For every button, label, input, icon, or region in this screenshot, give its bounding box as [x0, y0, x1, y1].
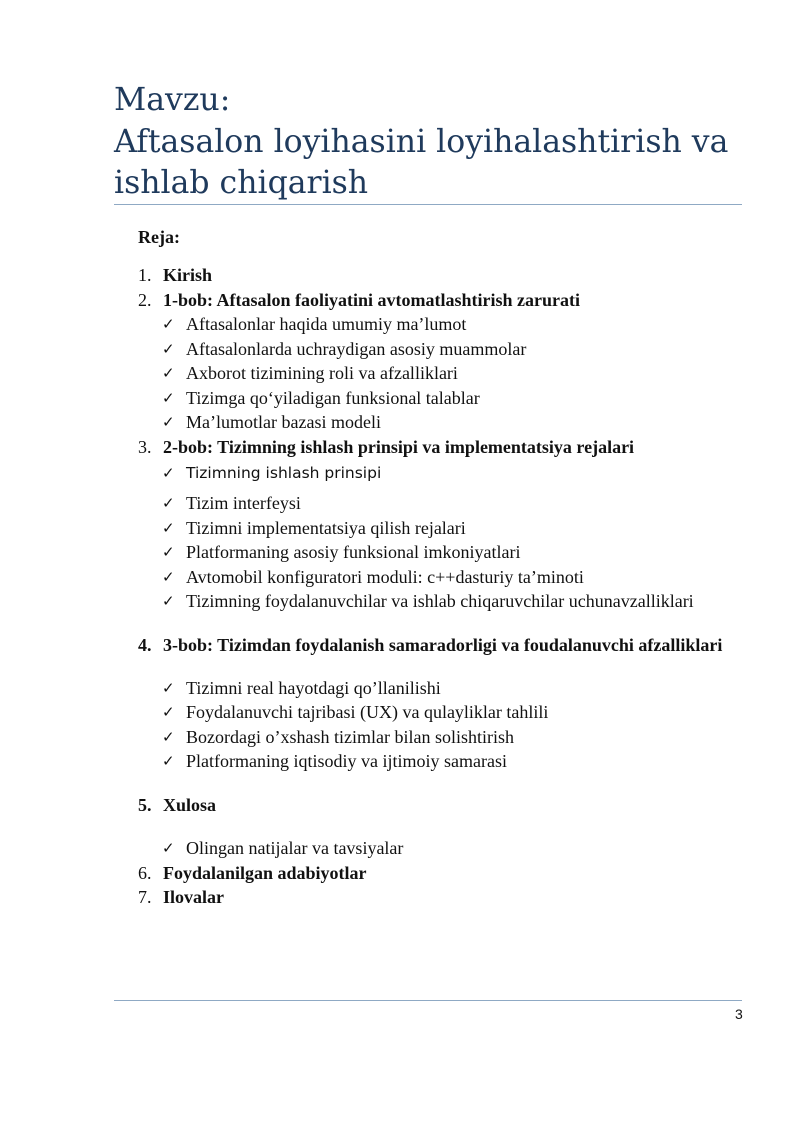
section-6-number: 6. — [138, 863, 152, 883]
section-1-title: Kirish — [163, 265, 213, 285]
footer-divider — [114, 1000, 742, 1001]
section-3-title: 2-bob: Tizimning ishlash prinsipi va implementatsiya rejalari — [163, 437, 635, 457]
check-icon: ✓ — [162, 592, 175, 610]
section-4-title: 3-bob: Tizimdan foydalanish samaradorligi va foudalanuvchi afzalliklari — [163, 635, 723, 655]
section-4-item-2: Foydalanuvchi tajribasi (UX) va qulayliklar tahlili — [186, 702, 549, 722]
check-icon: ✓ — [162, 839, 175, 857]
check-icon: ✓ — [162, 703, 175, 721]
section-2-item-1: Aftasalonlar haqida umumiy ma’lumot — [186, 314, 467, 334]
document-title — [114, 80, 754, 205]
section-2-item-4: Tizimga qo‘yiladigan funksional talablar — [186, 388, 480, 408]
section-2-title: 1-bob: Aftasalon faoliyatini avtomatlashtirish zarurati — [163, 290, 580, 310]
section-5-number: 5. — [138, 795, 152, 815]
check-icon: ✓ — [162, 340, 175, 358]
check-icon: ✓ — [162, 543, 175, 561]
check-icon: ✓ — [162, 679, 175, 697]
section-5-item-1: Olingan natijalar va tavsiyalar — [186, 838, 404, 858]
title-divider — [114, 204, 742, 205]
section-1-number: 1. — [138, 265, 152, 285]
check-icon: ✓ — [162, 494, 175, 512]
section-4-item-1: Tizimni real hayotdagi qo’llanilishi — [186, 678, 441, 698]
section-2-item-2: Aftasalonlarda uchraydigan asosiy muammolar — [186, 339, 527, 359]
check-icon: ✓ — [162, 464, 175, 482]
section-2-item-5: Ma’lumotlar bazasi modeli — [186, 412, 381, 432]
check-icon: ✓ — [162, 519, 175, 537]
section-3-item-3: Tizimni implementatsiya qilish rejalari — [186, 518, 466, 538]
section-4-item-4: Platformaning iqtisodiy va ijtimoiy samarasi — [186, 751, 507, 771]
check-icon: ✓ — [162, 413, 175, 431]
page-number: 3 — [735, 1006, 743, 1022]
section-4-item-3: Bozordagi o’xshash tizimlar bilan solishtirish — [186, 727, 514, 747]
check-icon: ✓ — [162, 728, 175, 746]
title-line-2: Aftasalon loyihasini loyihalashtirish va — [114, 123, 729, 160]
section-3-item-6: Tizimning foydalanuvchilar va ishlab chiqaruvchilar uchunavzalliklari — [186, 591, 694, 611]
section-4-number: 4. — [138, 635, 152, 655]
section-3-item-1: Tizimning ishlash prinsipi — [186, 464, 382, 482]
section-3-item-2: Tizim interfeysi — [186, 493, 301, 513]
section-3-number: 3. — [138, 437, 152, 457]
section-5-title: Xulosa — [163, 795, 217, 815]
plan-label: Reja: — [138, 227, 180, 247]
check-icon: ✓ — [162, 364, 175, 382]
title-line-3: ishlab chiqarish — [114, 165, 369, 201]
title-line-1: Mavzu: — [114, 82, 231, 118]
check-icon: ✓ — [162, 389, 175, 407]
section-2-item-3: Axborot tizimining roli va afzalliklari — [186, 363, 458, 383]
check-icon: ✓ — [162, 315, 175, 333]
section-2-number: 2. — [138, 290, 152, 310]
check-icon: ✓ — [162, 752, 175, 770]
section-3-item-5: Avtomobil konfiguratori moduli: c++dasturiy ta’minoti — [186, 567, 584, 587]
section-7-number: 7. — [138, 887, 152, 907]
section-7-title: Ilovalar — [163, 887, 224, 907]
section-6-title: Foydalanilgan adabiyotlar — [163, 863, 367, 883]
check-icon: ✓ — [162, 568, 175, 586]
section-3-item-4: Platformaning asosiy funksional imkoniyatlari — [186, 542, 521, 562]
